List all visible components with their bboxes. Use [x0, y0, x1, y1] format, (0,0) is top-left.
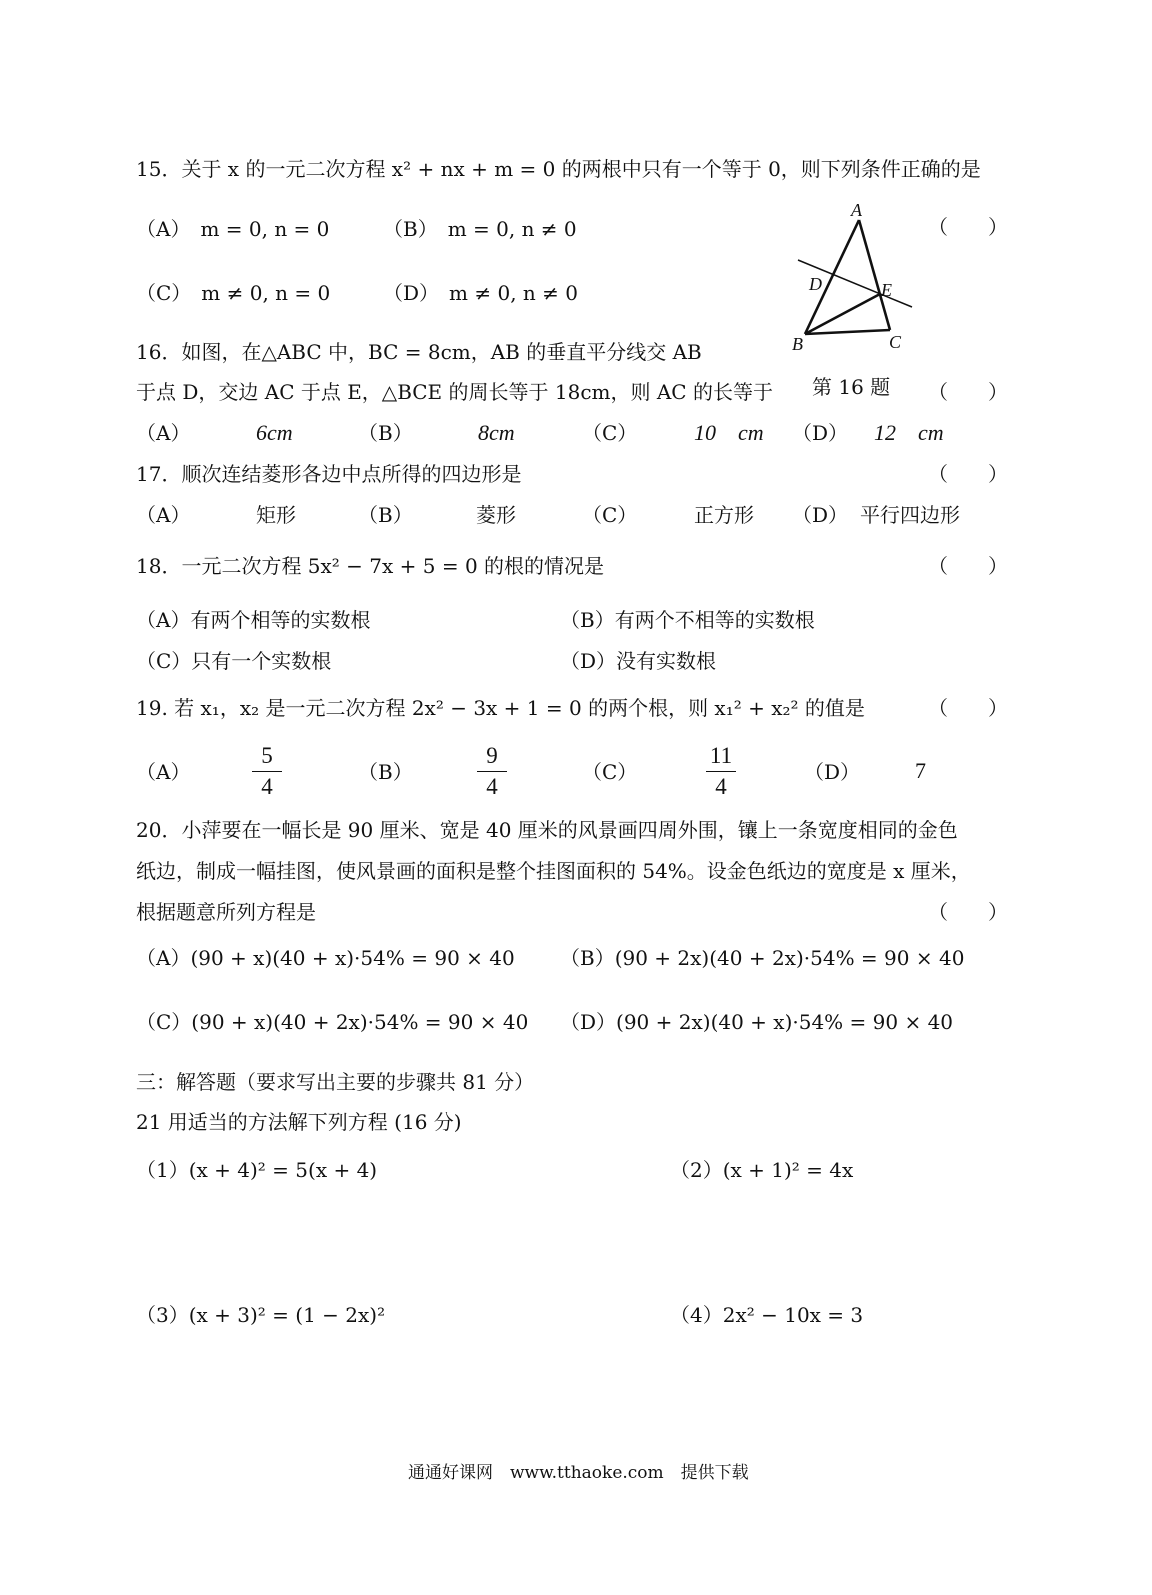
q16-option-b-value: 8cm: [478, 420, 515, 445]
q19-option-a-numerator: 5: [261, 743, 273, 768]
q21-part2: （2）(x + 1)² = 4x: [670, 1158, 854, 1182]
q15-option-a: （A） m = 0, n = 0: [136, 217, 330, 241]
q19-stem: 19. 若 x₁，x₂ 是一元二次方程 2x² − 3x + 1 = 0 的两个根，则 x₁² + x₂² 的值是: [136, 696, 865, 720]
side-ac: [859, 220, 890, 330]
q19-option-c-label: （C）: [582, 760, 638, 784]
q17-option-d-value: 平行四边形: [860, 503, 960, 527]
q16-stem-line2: 于点 D，交边 AC 于点 E，△BCE 的周长等于 18cm，则 AC 的长等于: [136, 380, 773, 404]
q19-option-a-denominator: 4: [261, 774, 273, 799]
q16-option-d-value: 12 cm: [874, 420, 944, 445]
q15-stem: 15．关于 x 的一元二次方程 x² + nx + m = 0 的两根中只有一个等于 0，则下列条件正确的是: [136, 157, 981, 181]
label-c: C: [889, 332, 902, 352]
label-d: D: [809, 274, 822, 294]
q20-option-c: （C）(90 + x)(40 + 2x)·54% = 90 × 40: [136, 1010, 529, 1034]
q17-option-a-label: （A）: [136, 503, 191, 527]
q20-stem-line2: 纸边，制成一幅挂图，使风景画的面积是整个挂图面积的 54%。设金色纸边的宽度是 x 厘米，: [136, 859, 971, 883]
q19-option-d-label: （D）: [804, 760, 861, 784]
q19-option-b-numerator: 9: [486, 743, 498, 768]
q17-option-d-label: （D）: [792, 503, 849, 527]
q16-option-b-label: （B）: [358, 421, 413, 445]
q20-option-a: （A）(90 + x)(40 + x)·54% = 90 × 40: [136, 946, 515, 970]
q19-option-c-numerator: 11: [709, 743, 733, 768]
q15-option-b: （B） m = 0, n ≠ 0: [383, 217, 577, 241]
q16-option-c-label: （C）: [582, 421, 638, 445]
q18-answer-paren: （ ）: [928, 554, 1008, 578]
side-bc: [805, 330, 890, 334]
q15-answer-paren: （ ）: [928, 215, 1008, 239]
q18-option-a: （A）有两个相等的实数根: [136, 608, 371, 632]
q16-option-c-value: 10 cm: [694, 420, 764, 445]
q19-option-c-fraction: [704, 743, 738, 800]
q17-answer-paren: （ ）: [928, 462, 1008, 486]
q17-option-b-value: 菱形: [476, 503, 516, 527]
q18-option-c: （C）只有一个实数根: [136, 649, 332, 673]
q19-option-d-value: 7: [915, 758, 926, 783]
q19-option-b-fraction: [475, 743, 509, 800]
figure-caption: 第 16 题: [812, 375, 891, 399]
fraction-bar: [252, 771, 282, 772]
page-footer: 通通好课网 www.tthaoke.com 提供下载: [408, 1463, 749, 1483]
label-b: B: [792, 334, 803, 354]
q21-part4: （4）2x² − 10x = 3: [670, 1303, 864, 1327]
q17-stem: 17．顺次连结菱形各边中点所得的四边形是: [136, 462, 522, 486]
q19-option-a-fraction: [250, 743, 284, 800]
label-a: A: [851, 200, 862, 220]
q16-option-d-label: （D）: [792, 421, 849, 445]
q19-answer-paren: （ ）: [928, 696, 1008, 720]
section3-title: 三：解答题（要求写出主要的步骤共 81 分）: [136, 1070, 535, 1094]
q17-option-a-value: 矩形: [256, 503, 296, 527]
q21-stem: 21 用适当的方法解下列方程 (16 分): [136, 1110, 462, 1134]
q17-option-c-value: 正方形: [694, 503, 754, 527]
q18-option-b: （B）有两个不相等的实数根: [560, 608, 815, 632]
q21-part1: （1）(x + 4)² = 5(x + 4): [136, 1158, 378, 1182]
q16-option-a-label: （A）: [136, 421, 191, 445]
q20-answer-paren: （ ）: [928, 900, 1008, 924]
q20-stem-line1: 20．小萍要在一幅长是 90 厘米、宽是 40 厘米的风景画四周外围，镶上一条宽度相同的金色: [136, 818, 958, 842]
q20-option-b: （B）(90 + 2x)(40 + 2x)·54% = 90 × 40: [560, 946, 965, 970]
q16-option-a-value: 6cm: [256, 420, 293, 445]
segment-be: [805, 294, 880, 334]
q15-option-d: （D） m ≠ 0, n ≠ 0: [383, 281, 578, 305]
q20-stem-line3: 根据题意所列方程是: [136, 900, 316, 924]
q21-part3: （3）(x + 3)² = (1 − 2x)²: [136, 1303, 386, 1327]
q18-stem: 18．一元二次方程 5x² − 7x + 5 = 0 的根的情况是: [136, 554, 605, 578]
q16-answer-paren: （ ）: [928, 380, 1008, 404]
q15-option-c: （C） m ≠ 0, n = 0: [136, 281, 331, 305]
q16-stem-line1: 16．如图，在△ABC 中，BC = 8cm，AB 的垂直平分线交 AB: [136, 340, 702, 364]
fraction-bar: [477, 771, 507, 772]
triangle-figure: [785, 198, 925, 358]
q20-option-d: （D）(90 + 2x)(40 + x)·54% = 90 × 40: [560, 1010, 954, 1034]
q19-option-b-denominator: 4: [486, 774, 498, 799]
fraction-bar: [706, 771, 736, 772]
q19-option-b-label: （B）: [358, 760, 413, 784]
q19-option-a-label: （A）: [136, 760, 191, 784]
q17-option-c-label: （C）: [582, 503, 638, 527]
q19-option-c-denominator: 4: [715, 774, 727, 799]
q18-option-d: （D）没有实数根: [560, 649, 717, 673]
label-e: E: [881, 280, 892, 300]
q17-option-b-label: （B）: [358, 503, 413, 527]
